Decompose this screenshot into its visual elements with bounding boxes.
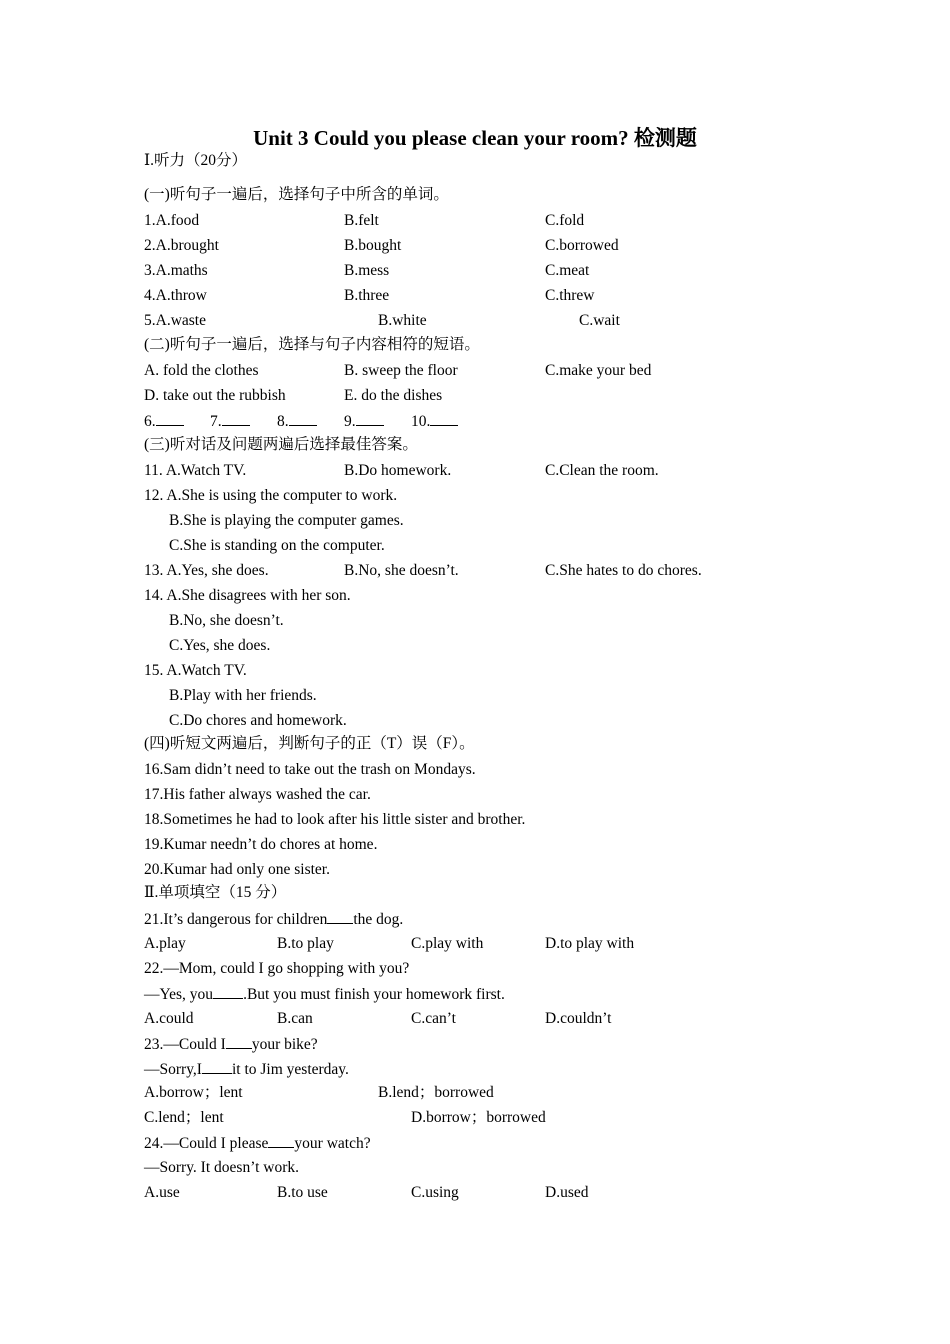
q22-option-b: B.can (277, 1010, 313, 1027)
q14-option-a: 14. A.She disagrees with her son. (144, 587, 351, 604)
q21-stem: 21.It’s dangerous for children the dog. (144, 911, 404, 928)
q12-option-b: B.She is playing the computer games. (169, 512, 404, 529)
answer-number: 7. (210, 413, 222, 430)
q3-option-b: B.mess (344, 262, 390, 279)
q11-option-c: C.Clean the room. (545, 462, 659, 479)
q24-reply: —Sorry. It doesn’t work. (144, 1159, 299, 1176)
statement-19: 19.Kumar needn’t do chores at home. (144, 836, 378, 853)
q23-option-a: A.borrow；lent (144, 1084, 243, 1101)
q23-stem: 23.—Could I your bike? (144, 1036, 318, 1053)
statement-16: 16.Sam didn’t need to take out the trash on Mondays. (144, 761, 476, 778)
q15-option-b: B.Play with her friends. (169, 687, 317, 704)
q11-option-a: 11. A.Watch TV. (144, 462, 247, 479)
phrase-option-b: B. sweep the floor (344, 362, 458, 379)
statement-20: 20.Kumar had only one sister. (144, 861, 330, 878)
answer-number: 10. (411, 413, 431, 430)
q23-option-d: D.borrow；borrowed (411, 1109, 546, 1126)
q24-stem: 24.—Could I please your watch? (144, 1135, 371, 1152)
statement-17: 17.His father always washed the car. (144, 786, 371, 803)
q12-option-a: 12. A.She is using the computer to work. (144, 487, 398, 504)
answer-blank-9[interactable] (344, 411, 384, 432)
q23-reply: —Sorry,I it to Jim yesterday. (144, 1061, 349, 1078)
q4-option-b: B.three (344, 287, 390, 304)
phrase-option-a: A. fold the clothes (144, 362, 259, 379)
q23-option-b: B.lend；borrowed (378, 1084, 494, 1101)
q4-option-c: C.threw (545, 287, 595, 304)
phrase-option-e: E. do the dishes (344, 387, 443, 404)
q14-option-b: B.No, she doesn’t. (169, 612, 284, 629)
q3-option-a: 3.A.maths (144, 262, 208, 279)
q2-option-a: 2.A.brought (144, 237, 219, 254)
q22-option-a: A.could (144, 1010, 194, 1027)
q22-option-d: D.couldn’t (545, 1010, 612, 1027)
q4-option-a: 4.A.throw (144, 287, 207, 304)
q24-option-d: D.used (545, 1184, 589, 1201)
q22-stem: 22.—Mom, could I go shopping with you? (144, 960, 410, 977)
phrase-option-d: D. take out the rubbish (144, 387, 286, 404)
q1-option-b: B.felt (344, 212, 379, 229)
answer-blank-8[interactable] (277, 411, 317, 432)
part2-heading: (二)听句子一遍后，选择与句子内容相符的短语。 (144, 336, 480, 353)
answer-blank-6[interactable] (144, 411, 184, 432)
q21-option-d: D.to play with (545, 935, 635, 952)
q21-option-a: A.play (144, 935, 186, 952)
statement-18: 18.Sometimes he had to look after his little sister and brother. (144, 811, 526, 828)
q15-option-c: C.Do chores and homework. (169, 712, 347, 729)
q2-option-b: B.bought (344, 237, 402, 254)
q14-option-c: C.Yes, she does. (169, 637, 271, 654)
q21-option-c: C.play with (411, 935, 484, 952)
answer-number: 8. (277, 413, 289, 430)
answer-blank-10[interactable] (411, 411, 458, 432)
q3-option-c: C.meat (545, 262, 590, 279)
q11-option-b: B.Do homework. (344, 462, 452, 479)
q12-option-c: C.She is standing on the computer. (169, 537, 385, 554)
q21-option-b: B.to play (277, 935, 334, 952)
q5-option-a: 5.A.waste (144, 312, 206, 329)
section-listening-heading: Ⅰ.听力（20分） (144, 152, 247, 169)
phrase-option-c: C.make your bed (545, 362, 652, 379)
answer-blank-7[interactable] (210, 411, 250, 432)
part4-heading: (四)听短文两遍后，判断句子的正（T）误（F）。 (144, 735, 475, 752)
part1-heading: (一)听句子一遍后，选择句子中所含的单词。 (144, 186, 449, 203)
q5-option-b: B.white (378, 312, 427, 329)
q13-option-c: C.She hates to do chores. (545, 562, 702, 579)
answer-number: 9. (344, 413, 356, 430)
q5-option-c: C.wait (579, 312, 620, 329)
q22-option-c: C.can’t (411, 1010, 456, 1027)
q22-reply: —Yes, you .But you must finish your homework first. (144, 986, 505, 1003)
answer-number: 6. (144, 413, 156, 430)
q2-option-c: C.borrowed (545, 237, 619, 254)
q13-option-b: B.No, she doesn’t. (344, 562, 459, 579)
q24-option-a: A.use (144, 1184, 180, 1201)
q24-option-b: B.to use (277, 1184, 328, 1201)
q1-option-c: C.fold (545, 212, 585, 229)
q13-option-a: 13. A.Yes, she does. (144, 562, 269, 579)
q23-option-c: C.lend；lent (144, 1109, 224, 1126)
q24-option-c: C.using (411, 1184, 459, 1201)
section-multiple-choice-heading: Ⅱ.单项填空（15 分） (144, 884, 287, 901)
page-title: Unit 3 Could you please clean your room? 检测题 (253, 126, 697, 150)
q1-option-a: 1.A.food (144, 212, 200, 229)
part3-heading: (三)听对话及问题两遍后选择最佳答案。 (144, 436, 418, 453)
q15-option-a: 15. A.Watch TV. (144, 662, 247, 679)
